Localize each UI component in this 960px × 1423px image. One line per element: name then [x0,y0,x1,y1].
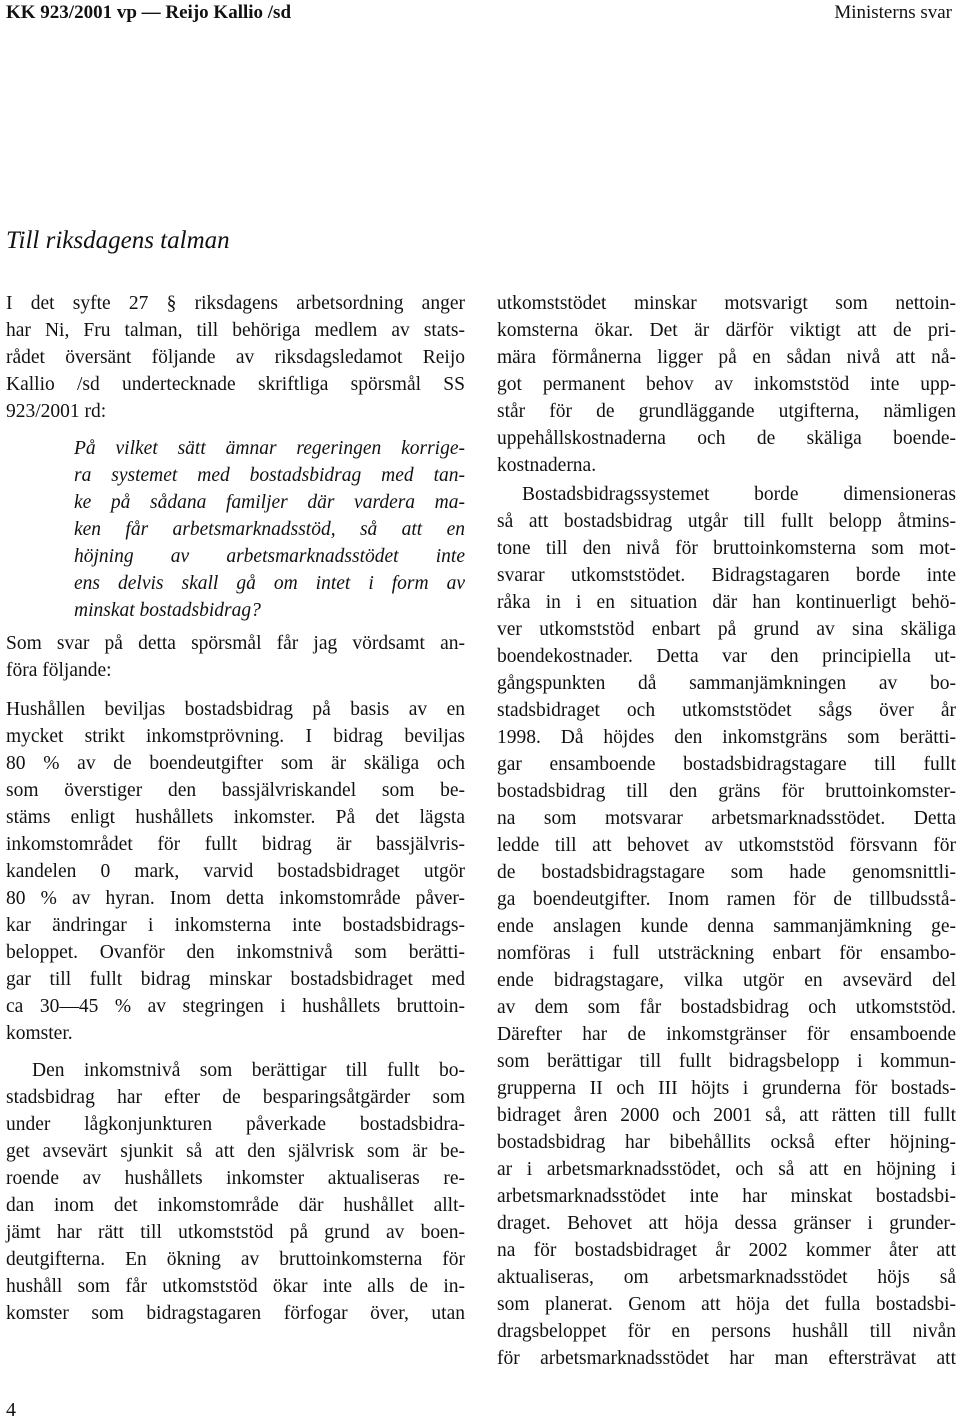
text-line: I det syfte 27 § riksdagens arbetsordning anger [6,293,465,314]
text-line: mycket strikt inkomstprövning. I bidrag beviljas [6,726,465,747]
text-line: 80 % av de boendeutgifter som är skäliga och [6,753,465,774]
text-line: kostnaderna. [497,455,597,476]
text-line: arbetsmarknadsstödet inte har minskat bostadsbi- [497,1186,956,1207]
text-line: beloppet. Ovanför den inkomstnivå som berätti- [6,942,465,963]
text-line: gar ensamboende bostadsbidragstagare till fullt [497,754,956,775]
text-line: get avsevärt sjunkit så att den självrisk som är be- [6,1141,465,1162]
text-line: Kallio /sd undertecknade skriftliga spörsmål SS [6,374,465,395]
text-line: föra följande: [6,660,112,681]
text-line: utkomststödet minskar motsvarigt som nettoin- [497,293,956,314]
text-line: som planerat. Genom att höja det fulla bostadsbi- [497,1294,956,1315]
text-line: dan inom det inkomstområde där hushållet allt- [6,1195,465,1216]
text-line: aktualiseras, om arbetsmarknadsstödet höjs så [497,1267,956,1288]
text-line: ar i arbetsmarknadsstödet, och så att en höjning i [497,1159,956,1180]
text-line: På vilket sätt ämnar regeringen korrige- [74,438,465,459]
text-line: av dem som får bostadsbidrag och utkomststöd. [497,997,956,1018]
text-line: kandelen 0 mark, varvid bostadsbidraget utgör [6,861,465,882]
text-line: got permanent behov av inkomststöd inte upp- [497,374,956,395]
text-line: ver utkomststöd enbart på grund av sina skäliga [497,619,956,640]
text-line: grupperna II och III höjts i grunderna för bostads- [497,1078,956,1099]
text-line: stadsbidraget och utkomststödet sågs över år [497,700,956,721]
text-line: som berättigar till fullt bidragsbelopp i kommun- [497,1051,956,1072]
text-line: bostadsbidrag har bibehållits också efter höjning- [497,1132,956,1153]
text-line: under lågkonjunkturen påverkade bostadsbidra- [6,1114,465,1135]
text-line: ca 30—45 % av stegringen i hushållets bruttoin- [6,996,465,1017]
text-line: ken får arbetsmarknadsstöd, så att en [74,519,465,540]
text-line: Bostadsbidragssystemet borde dimensioneras [522,484,956,505]
text-line: råka in i en situation där han kontinuerligt behö- [497,592,956,613]
text-line: boendekostnader. Detta var den principiella ut- [497,646,956,667]
text-line: de bostadsbidragstagare som hade genomsnittli- [497,862,956,883]
text-line: kar ändringar i inkomsterna inte bostadsbidrags- [6,915,465,936]
text-line: dragsbeloppet för en persons hushåll till nivån [497,1321,956,1342]
text-line: roende av hushållets inkomster aktualiseras re- [6,1168,465,1189]
answer-paragraph [6,696,465,1047]
left-column [6,290,465,1327]
text-line: som överstiger den bassjälvriskandel som be- [6,780,465,801]
text-line: hushåll som får utkomststöd ökar inte alls de in- [6,1276,465,1297]
text-line: har Ni, Fru talman, till behöriga medlem av stats- [6,320,465,341]
text-line: ledde till att behovet av utkomststöd försvann för [497,835,956,856]
text-line: tone till den nivå för bruttoinkomsterna som mot- [497,538,956,559]
text-line: ens delvis skall gå om intet i form av [74,573,465,594]
right-column [497,290,956,1372]
text-line: svarar utkomststödet. Bidragstagaren borde inte [497,565,956,586]
text-line: komster som bidragstagaren förfogar över, utan [6,1303,465,1324]
text-line: na som motsvarar arbetsmarknadsstödet. Detta [497,808,956,829]
answer-paragraph [497,290,956,479]
text-line: minskat bostadsbidrag? [74,600,261,621]
text-line: mära förmånerna ligger på en sådan nivå att nå- [497,347,956,368]
text-line: inkomstområdet för fullt bidrag är bassjälvris- [6,834,465,855]
intro-paragraph [6,290,465,425]
answer-paragraph [6,1057,465,1327]
text-line: draget. Behovet att höja dessa gränser i grunder- [497,1213,956,1234]
text-line: ke på sådana familjer där vardera ma- [74,492,465,513]
text-line: höjning av arbetsmarknadsstödet inte [74,546,465,567]
text-line: stäms enligt hushållets inkomster. På det lägsta [6,807,465,828]
text-line: komster. [6,1023,73,1044]
text-line: bostadsbidrag till den gräns för bruttoinkomster- [497,781,956,802]
text-line: Som svar på detta spörsmål får jag vördsamt an- [6,633,465,654]
text-line: 923/2001 rd: [6,401,107,422]
text-line: Den inkomstnivå som berättigar till fullt bo- [32,1060,465,1081]
text-line: Hushållen beviljas bostadsbidrag på basis av en [6,699,465,720]
text-line: så att bostadsbidrag utgår till fullt belopp åtmins- [497,511,956,532]
text-line: jämt har rätt till utkomststöd på grund av boen- [6,1222,465,1243]
question-quote [6,435,465,624]
salutation-heading: Till riksdagens talman [6,227,230,254]
text-line: rådet översänt följande av riksdagsledamot Reijo [6,347,465,368]
text-line: 80 % av hyran. Inom detta inkomstområde påver- [6,888,465,909]
text-line: ende anslagen kunde denna sammanjämkning ge- [497,916,956,937]
answer-intro-paragraph [6,630,465,684]
text-line: gångspunkten då sammanjämkningen av bo- [497,673,956,694]
text-line: na för bostadsbidraget år 2002 kommer åter att [497,1240,956,1261]
text-line: ende bidragstagare, vilka utgör en avsevärd del [497,970,956,991]
text-line: komsterna ökar. Det är därför viktigt att de pri- [497,320,956,341]
text-line: för arbetsmarknadsstödet har man eftersträvat att [497,1348,956,1369]
text-line: uppehållskostnaderna och de skäliga boende- [497,428,956,449]
text-line: bidraget åren 2000 och 2001 så, att rätten till fullt [497,1105,956,1126]
text-line: ga boendeutgifter. Inom ramen för de tillbudsstå- [497,889,956,910]
text-line: deutgifterna. En ökning av bruttoinkomsterna för [6,1249,465,1270]
text-line: ra systemet med bostadsbidrag med tan- [74,465,465,486]
running-header-section: Ministerns svar [834,2,952,23]
text-line: 1998. Då höjdes den inkomstgräns som berätti- [497,727,956,748]
text-line: stadsbidrag har efter de besparingsåtgärder som [6,1087,465,1108]
text-line: Därefter har de inkomstgränser för ensamboende [497,1024,956,1045]
text-line: står för de grundläggande utgifterna, nämligen [497,401,956,422]
running-header-title: KK 923/2001 vp — Reijo Kallio /sd [6,2,292,23]
text-line: nomföras i full utsträckning enbart för ensambo- [497,943,956,964]
page-number: 4 [6,1399,16,1421]
answer-paragraph [497,481,956,1372]
text-line: gar till fullt bidrag minskar bostadsbidraget med [6,969,465,990]
